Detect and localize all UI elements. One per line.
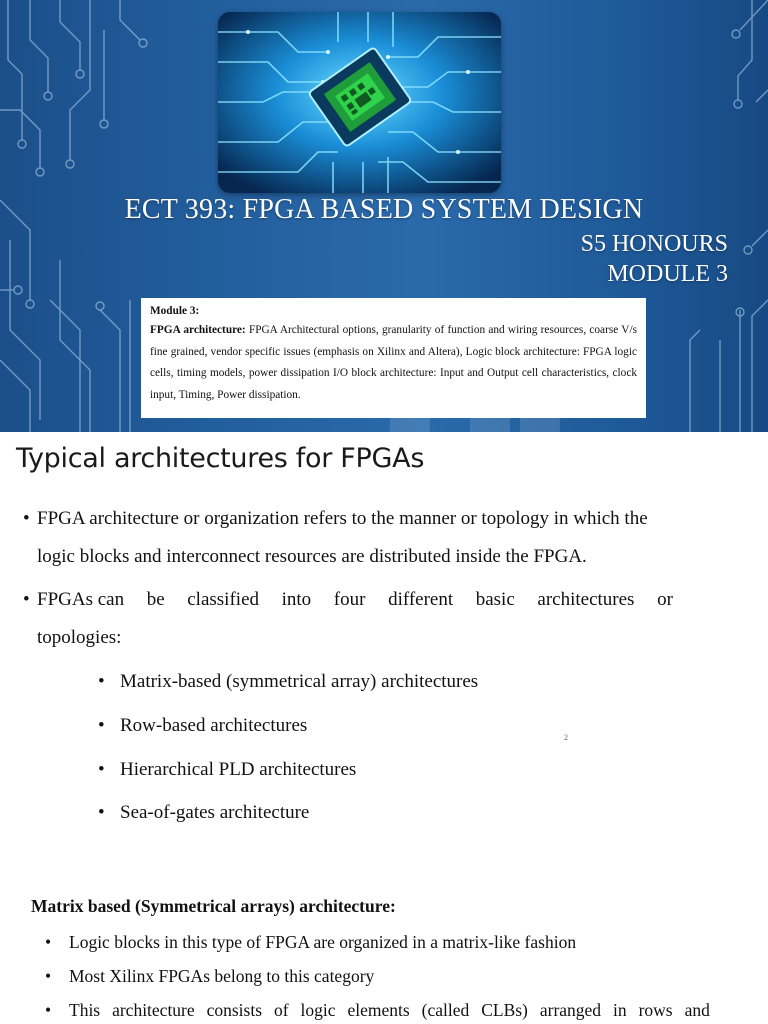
list-item: • Sea-of-gates architecture [98,802,310,823]
syllabus-paragraph [150,320,637,406]
list-item: • Logic blocks in this type of FPGA are organized in a matrix-like fashion [45,932,577,952]
bullet-dot: • [23,508,30,529]
syllabus-box [141,298,646,418]
syllabus-module-label: Module 3: [150,305,200,317]
bullet-dot: • [45,1000,52,1020]
bullet2-line2: topologies: [37,627,122,648]
syllabus-heading: FPGA architecture: [150,324,246,336]
slide2-title: Typical architectures for FPGAs [16,443,425,474]
section-heading: Matrix based (Symmetrical arrays) architecture: [31,896,396,916]
circuit-chip-image [218,12,501,193]
list-item: • Most Xilinx FPGAs belong to this category [45,966,375,986]
course-subtitle: S5 HONOURS [580,231,728,257]
bullet1-line2: logic blocks and interconnect resources are distributed inside the FPGA. [37,546,587,567]
bullet-dot: • [23,589,30,610]
bullet2-line1: FPGAs can be classified into four different basic architectures or [37,589,673,610]
slide-title: ECT 393: FPGA BASED SYSTEM DESIGN [124,194,644,225]
list-item: This architecture consists of logic elements (called CLBs) arranged in rows and [69,1000,710,1020]
page-number: 2 [564,733,568,742]
title-slide [0,0,768,432]
list-item: • Matrix-based (symmetrical array) architectures [98,671,479,692]
bullet1-line1: FPGA architecture or organization refers to the manner or topology in which the [37,508,648,529]
list-item: • Row-based architectures [98,715,308,736]
syllabus-text: FPGA Architectural options, granularity of function and wiring resources, coarse V/s fine grained, vendor specific issues (emphasis on Xilinx and Altera), Logic block architecture: FPGA logic cells, timing models, power dissipation I/O block architecture: Input and Output cell characteristics, clock input, Timing, Power dissipation. [150,324,637,401]
list-item: • Hierarchical PLD architectures [98,759,357,780]
module-subtitle: MODULE 3 [607,261,728,287]
